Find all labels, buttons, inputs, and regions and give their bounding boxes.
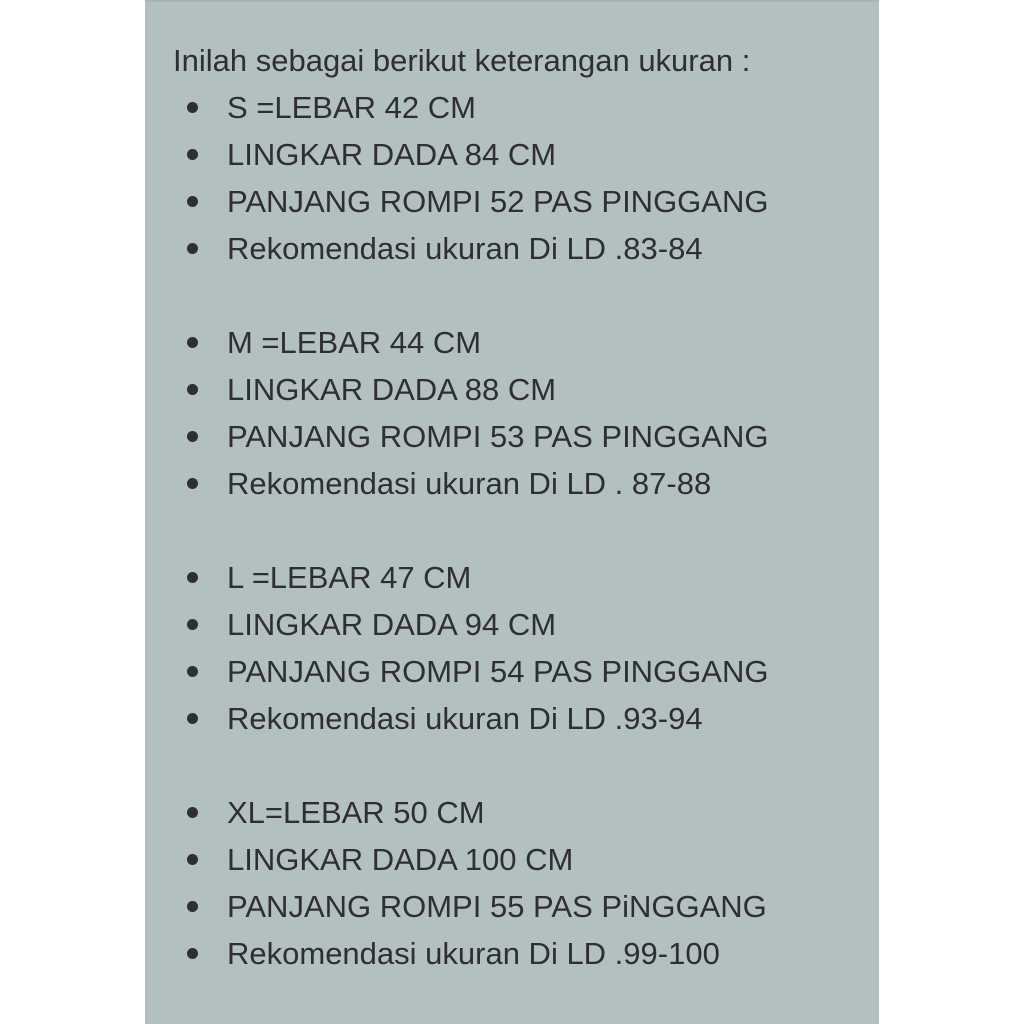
bullet-icon xyxy=(187,337,198,348)
list-item-text: Rekomendasi ukuran Di LD .93-94 xyxy=(227,701,703,736)
list-item-text: PANJANG ROMPI 55 PAS PiNGGANG xyxy=(227,889,767,924)
bullet-icon xyxy=(187,196,198,207)
bullet-icon xyxy=(187,243,198,254)
list-item xyxy=(173,695,859,742)
list-item-text: LINGKAR DADA 100 CM xyxy=(227,842,574,877)
bullet-icon xyxy=(187,713,198,724)
bullet-icon xyxy=(187,572,198,583)
bullet-icon xyxy=(187,619,198,630)
list-item xyxy=(173,84,859,131)
list-item xyxy=(173,836,859,883)
list-item-text: S =LEBAR 42 CM xyxy=(227,90,476,125)
size-group-l xyxy=(173,554,859,742)
bullet-icon xyxy=(187,901,198,912)
list-item-text: LINGKAR DADA 94 CM xyxy=(227,607,557,642)
size-group-m xyxy=(173,319,859,507)
list-item xyxy=(173,131,859,178)
list-item xyxy=(173,648,859,695)
list-item xyxy=(173,225,859,272)
list-item xyxy=(173,319,859,366)
bullet-icon xyxy=(187,807,198,818)
list-item xyxy=(173,460,859,507)
list-item xyxy=(173,413,859,460)
list-item-text: Rekomendasi ukuran Di LD .83-84 xyxy=(227,231,703,266)
list-item-text: Rekomendasi ukuran Di LD . 87-88 xyxy=(227,466,712,501)
size-group-xl xyxy=(173,789,859,977)
list-item-text: PANJANG ROMPI 54 PAS PINGGANG xyxy=(227,654,769,689)
list-item-text: PANJANG ROMPI 52 PAS PINGGANG xyxy=(227,184,769,219)
size-info-content xyxy=(173,38,859,977)
list-item xyxy=(173,789,859,836)
bullet-icon xyxy=(187,666,198,677)
list-item-text: XL=LEBAR 50 CM xyxy=(227,795,485,830)
bullet-icon xyxy=(187,102,198,113)
bullet-icon xyxy=(187,431,198,442)
bullet-icon xyxy=(187,948,198,959)
bullet-icon xyxy=(187,384,198,395)
list-item-text: LINGKAR DADA 88 CM xyxy=(227,372,557,407)
list-item-text: Rekomendasi ukuran Di LD .99-100 xyxy=(227,936,720,971)
list-item-text: LINGKAR DADA 84 CM xyxy=(227,137,557,172)
size-group-s xyxy=(173,84,859,272)
intro-text: Inilah sebagai berikut keterangan ukuran : xyxy=(173,43,751,78)
bullet-icon xyxy=(187,854,198,865)
list-item xyxy=(173,178,859,225)
list-item-text: PANJANG ROMPI 53 PAS PINGGANG xyxy=(227,419,769,454)
list-item xyxy=(173,883,859,930)
bullet-icon xyxy=(187,149,198,160)
list-item-text: L =LEBAR 47 CM xyxy=(227,560,472,595)
list-item xyxy=(173,601,859,648)
list-item-text: M =LEBAR 44 CM xyxy=(227,325,482,360)
size-info-panel xyxy=(145,0,879,1024)
bullet-icon xyxy=(187,478,198,489)
list-item xyxy=(173,930,859,977)
list-item xyxy=(173,366,859,413)
list-item xyxy=(173,554,859,601)
